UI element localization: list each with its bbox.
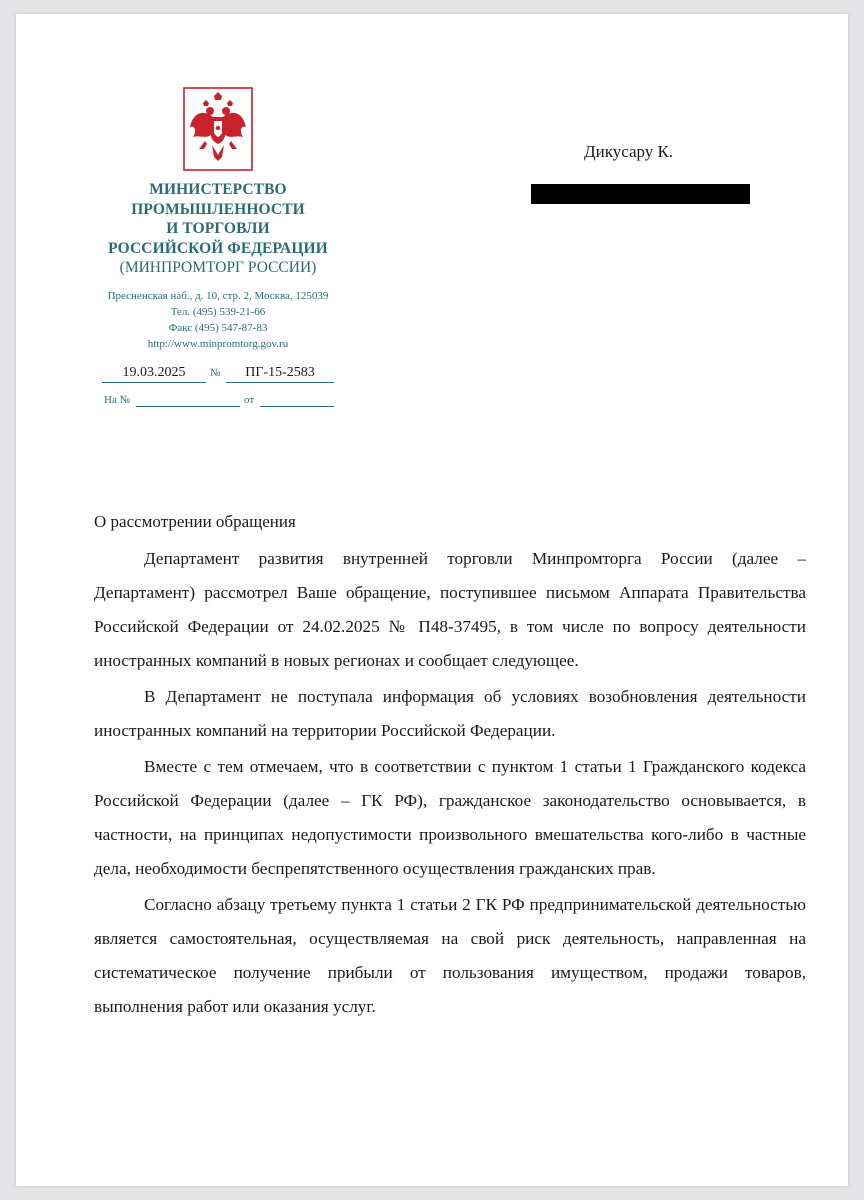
ministry-line: И ТОРГОВЛИ [166, 220, 270, 237]
letter-body [94, 542, 806, 1026]
letter-page [16, 14, 848, 1186]
ministry-contacts [78, 288, 358, 352]
ministry-name [88, 180, 348, 278]
body-paragraph: Согласно абзацу третьему пункта 1 статьи 2 ГК РФ предпринимательской деятельностью является самостоятельная, осуществляемая на свой риск деятельность, направленная на систематическое получение прибыли от пользования имуществом, продажи товаров, выполнения работ или оказания услуг. [94, 895, 806, 1016]
body-paragraph: В Департамент не поступала информация об условиях возобновления деятельности иностранных компаний на территории Российской Федерации. [94, 687, 806, 740]
ministry-line: МИНИСТЕРСТВО [149, 181, 287, 198]
reference-number-blank [136, 406, 240, 407]
reference-line [104, 394, 344, 410]
reference-date-blank [260, 406, 334, 407]
ministry-website: http://www.minpromtorg.gov.ru [147, 338, 289, 350]
body-paragraph: Департамент развития внутренней торговли Минпромторга России (далее – Департамент) рассмотрел Ваше обращение, поступившее письмом Аппарата Правительства Российской Федерации от 24.02.2025 № П48-37495, в том числе по вопросу деятельности иностранных компаний в новых регионах и сообщает следующее. [94, 549, 806, 670]
recipient-name: Дикусару К. [584, 142, 674, 161]
ministry-line: ПРОМЫШЛЕННОСТИ [131, 200, 305, 218]
number-label: № [210, 367, 221, 379]
ministry-line: РОССИЙСКОЙ ФЕДЕРАЦИИ [108, 239, 328, 257]
letter-subject: О рассмотрении обращения [94, 512, 296, 531]
on-no-label: На № [104, 394, 131, 406]
registration-line [102, 364, 342, 384]
from-label: от [244, 394, 255, 406]
body-paragraph: Вместе с тем отмечаем, что в соответствии с пунктом 1 статьи 1 Гражданского кодекса Российской Федерации (далее – ГК РФ), гражданское законодательство основывается, в частности, на принципах недопустимости произвольного вмешательства кого-либо в частные дела, необходимости беспрепятственного осуществления гражданских прав. [94, 757, 806, 878]
ministry-phone: Тел. (495) 539-21-66 [170, 306, 266, 318]
ministry-fax: Факс (495) 547-87-83 [168, 322, 268, 334]
redacted-address-block [531, 184, 750, 204]
russian-coat-of-arms-icon [183, 87, 253, 171]
ministry-address: Пресненская наб., д. 10, стр. 2, Москва, 125039 [107, 290, 329, 302]
letter-date: 19.03.2025 [102, 364, 206, 383]
ministry-short-name: (МИНПРОМТОРГ РОССИИ) [119, 259, 317, 276]
letter-number: ПГ-15-2583 [226, 364, 334, 383]
